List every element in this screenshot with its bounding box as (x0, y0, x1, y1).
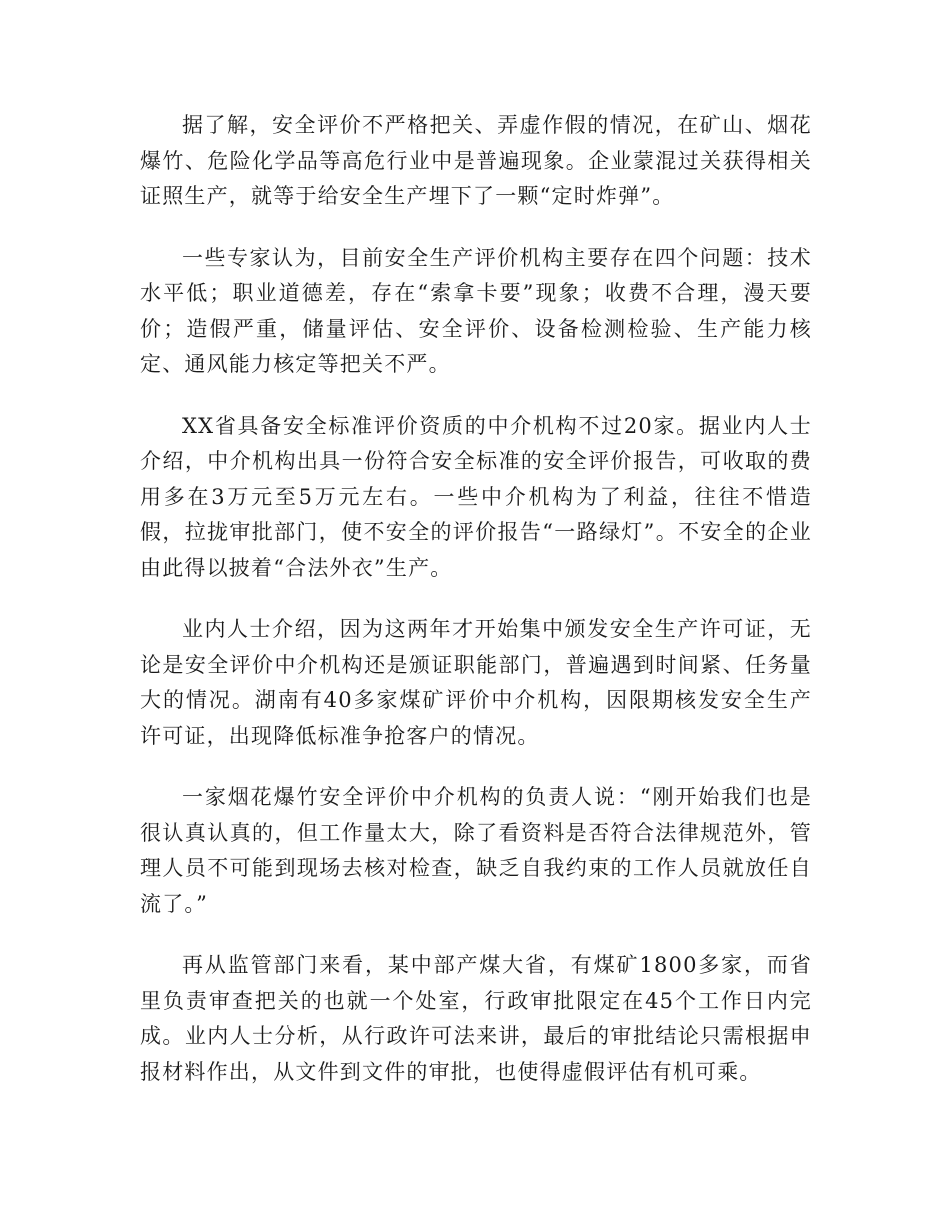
paragraph: 一家烟花爆竹安全评价中介机构的负责人说：“刚开始我们也是很认真认真的，但工作量太大，除了看资料是否符合法律规范外，管理人员不可能到现场去核对检查，缺乏自我约束的工作人员就放任自流了。” (140, 785, 812, 916)
paragraph: XX省具备安全标准评价资质的中介机构不过20家。据业内人士介绍，中介机构出具一份符合安全标准的安全评价报告，可收取的费用多在3万元至5万元左右。一些中介机构为了利益，往往不惜造假，拉拢审批部门，使不安全的评价报告“一路绿灯”。不安全的企业由此得以披着“合法外衣”生产。 (140, 413, 812, 580)
paragraph: 据了解，安全评价不严格把关、弄虚作假的情况，在矿山、烟花爆竹、危险化学品等高危行业中是普遍现象。企业蒙混过关获得相关证照生产，就等于给安全生产埋下了一颗“定时炸弹”。 (140, 113, 812, 208)
paragraph: 再从监管部门来看，某中部产煤大省，有煤矿1800多家，而省里负责审查把关的也就一个处室，行政审批限定在45个工作日内完成。业内人士分析，从行政许可法来讲，最后的审批结论只需根据申报材料作出，从文件到文件的审批，也使得虚假评估有机可乘。 (140, 953, 812, 1084)
document-body (140, 108, 812, 1116)
paragraph: 一些专家认为，目前安全生产评价机构主要存在四个问题：技术水平低；职业道德差，存在“索拿卡要”现象；收费不合理，漫天要价；造假严重，储量评估、安全评价、设备检测检验、生产能力核定、通风能力核定等把关不严。 (140, 245, 812, 376)
paragraph: 业内人士介绍，因为这两年才开始集中颁发安全生产许可证，无论是安全评价中介机构还是颁证职能部门，普遍遇到时间紧、任务量大的情况。湖南有40多家煤矿评价中介机构，因限期核发安全生产许可证，出现降低标准争抢客户的情况。 (140, 617, 812, 748)
